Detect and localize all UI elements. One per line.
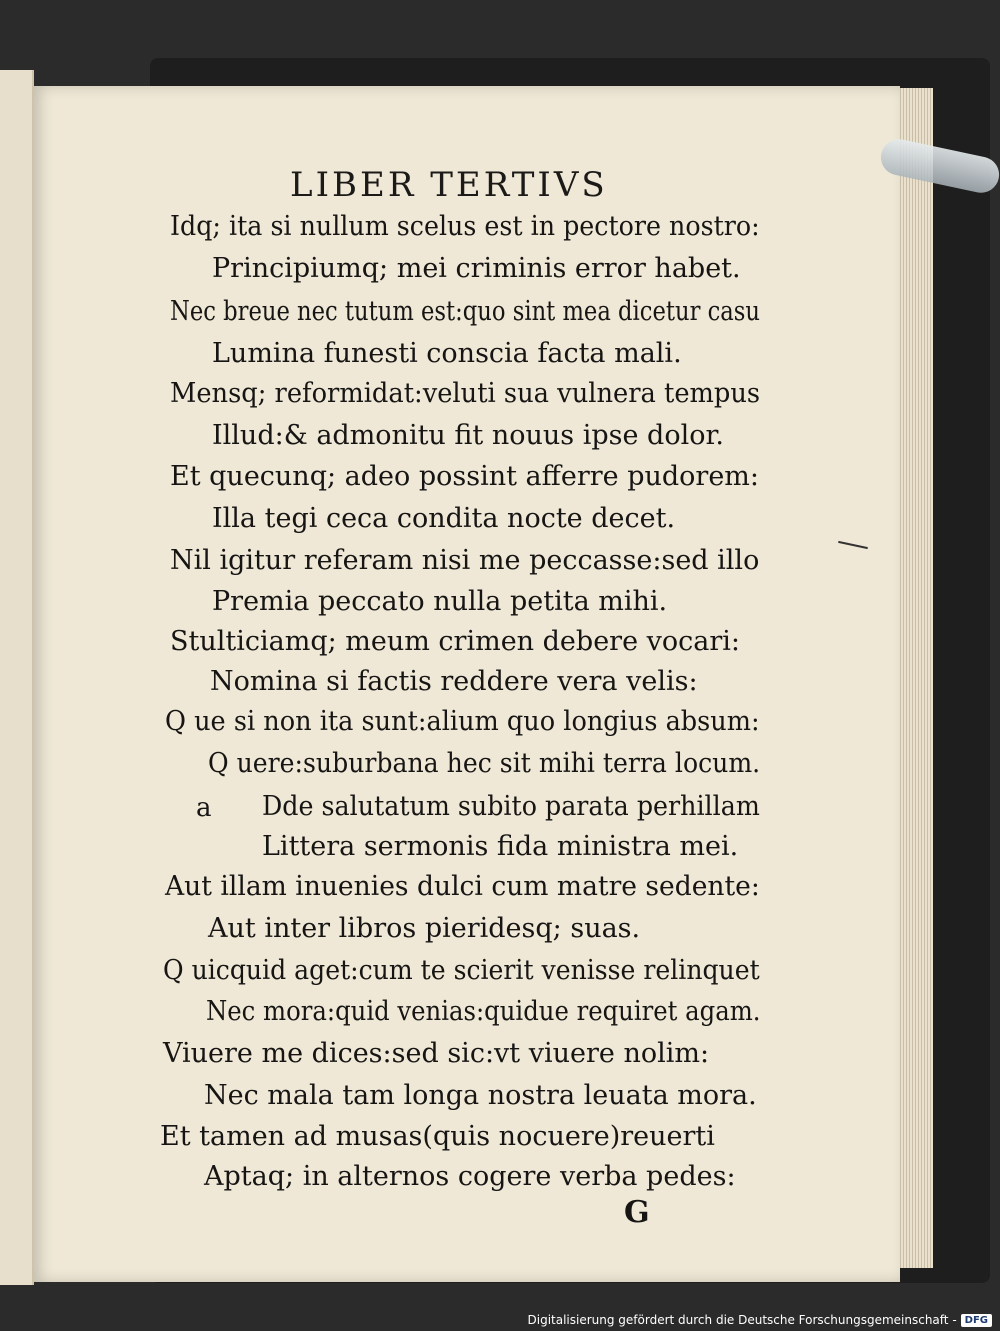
page-edges: [895, 88, 933, 1268]
signature-mark: G: [624, 1195, 650, 1230]
verse-line-1: Idq; ita si nullum scelus est in pectore nostro:: [170, 211, 760, 242]
verse-line-13: Q ue si non ita sunt:alium quo longius absum:: [165, 706, 760, 737]
verse-line-8: Illa tegi ceca condita nocte decet.: [212, 503, 676, 534]
verse-line-15: Dde salutatum subito parata perhillam: [262, 791, 760, 822]
verse-line-17: Aut illam inuenies dulci cum matre sedente:: [165, 871, 760, 902]
verse-line-24: Aptaq; in alternos cogere verba pedes:: [204, 1161, 736, 1192]
verse-line-19: Q uicquid aget:cum te scierit venisse relinquet: [163, 955, 760, 986]
verse-line-14: Q uere:suburbana hec sit mihi terra locum.: [208, 748, 761, 779]
funding-text: Digitalisierung gefördert durch die Deutsche Forschungsgemeinschaft -: [527, 1313, 957, 1327]
verse-line-10: Premia peccato nulla petita mihi.: [212, 586, 668, 617]
running-head: LIBER TERTIVS: [290, 165, 608, 205]
left-page-edge: [0, 70, 34, 1285]
funding-footer: [528, 1313, 993, 1327]
verse-line-9: Nil igitur referam nisi me peccasse:sed illo: [170, 545, 760, 576]
verse-line-21: Viuere me dices:sed sic:vt viuere nolim:: [163, 1038, 710, 1069]
verse-line-6: Illud:& admonitu fit nouus ipse dolor.: [212, 420, 724, 451]
verse-line-5: Mensq; reformidat:veluti sua vulnera tempus: [170, 378, 761, 409]
verse-line-7: Et quecunq; adeo possint afferre pudorem:: [170, 461, 759, 492]
verse-line-11: Stulticiamq; meum crimen debere vocari:: [170, 626, 741, 657]
verse-line-23: Et tamen ad musas(quis nocuere)reuerti: [160, 1121, 715, 1152]
verse-line-4: Lumina funesti conscia facta mali.: [212, 338, 682, 369]
verse-line-18: Aut inter libros pieridesq; suas.: [208, 913, 641, 944]
verse-line-12: Nomina si factis reddere vera velis:: [210, 666, 698, 697]
verse-line-20: Nec mora:quid venias:quidue requiret agam.: [206, 996, 761, 1027]
verse-line-2: Principiumq; mei criminis error habet.: [212, 253, 741, 284]
verse-line-22: Nec mala tam longa nostra leuata mora.: [204, 1080, 757, 1111]
verse-line-3: Nec breue nec tutum est:quo sint mea dicetur casu: [170, 296, 761, 327]
dfg-logo-icon: DFG: [961, 1314, 992, 1327]
margin-letter: a: [196, 793, 212, 823]
verse-line-16: Littera sermonis fida ministra mei.: [262, 831, 739, 862]
